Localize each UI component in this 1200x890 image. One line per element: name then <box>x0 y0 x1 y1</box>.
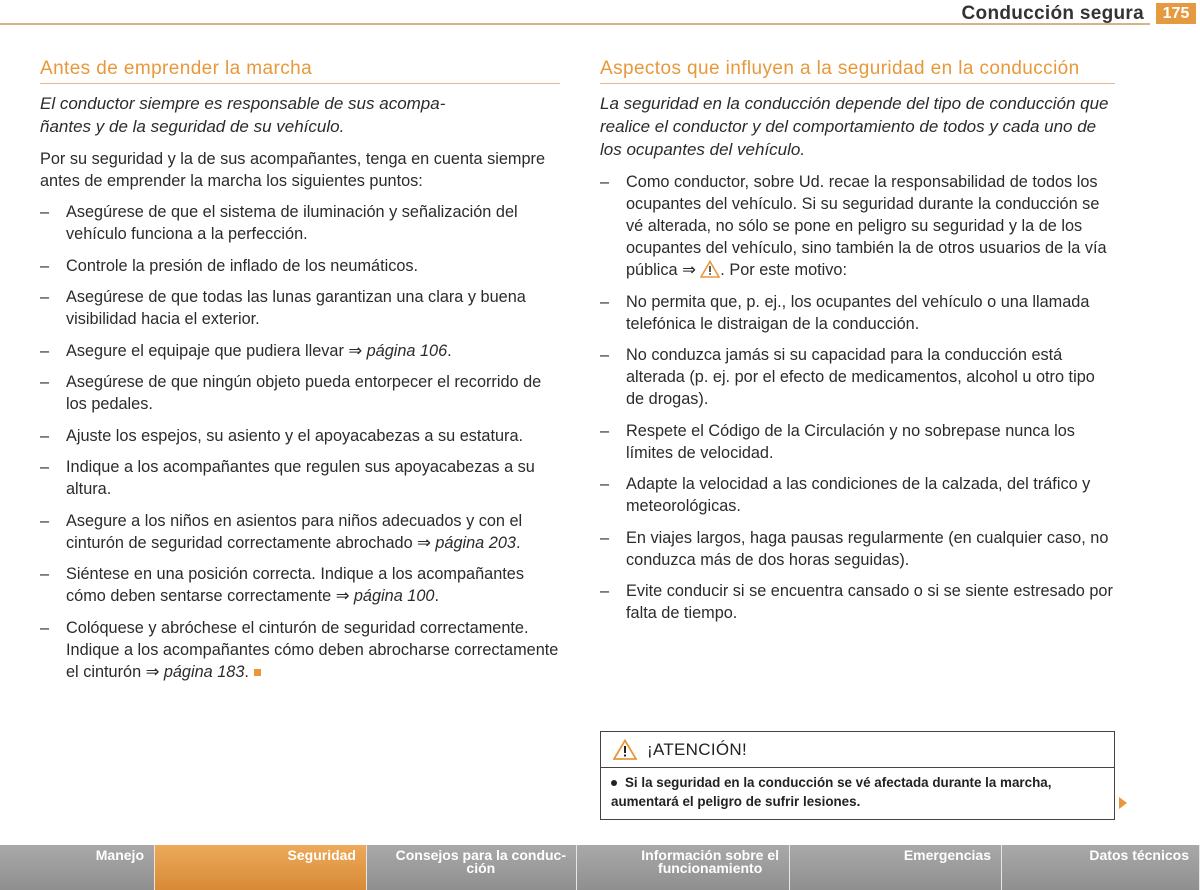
bullet-dot-icon <box>611 780 617 786</box>
nav-tab-label: Información sobre el funcionamiento <box>641 847 779 876</box>
section-title-right: Aspectos que influyen a la seguridad en la conducción <box>600 58 1115 84</box>
right-bullet-list <box>600 171 1115 624</box>
list-item-text: Adapte la velocidad a las condiciones de la calzada, del tráfico y meteorológicas. <box>626 475 1091 515</box>
nav-tab-2[interactable] <box>155 845 367 890</box>
list-item-tail: . <box>434 587 439 605</box>
list-item <box>600 527 1115 571</box>
list-item-tail: . <box>244 662 249 681</box>
list-item <box>40 456 560 500</box>
dash-bullet: – <box>600 292 610 311</box>
dash-bullet: – <box>40 511 50 530</box>
list-item <box>40 340 560 362</box>
list-item-text: Asegure a los niños en asientos para niños adecuados y con el cinturón de seguridad correctamente abrochado ⇒ <box>66 511 523 552</box>
list-item-text: Indique a los acompañantes que regulen sus apoyacabezas a su altura. <box>66 458 535 498</box>
lead-left: El conductor siempre es responsable de sus acompa- ñantes y de la seguridad de su vehículo. <box>40 94 446 136</box>
nav-tab-label: Emergencias <box>903 847 991 863</box>
section-title-left: Antes de emprender la marcha <box>40 58 560 84</box>
dash-bullet: – <box>40 341 50 360</box>
page-reference-link[interactable]: página 106 <box>366 341 448 360</box>
page-reference-link[interactable]: página 183 <box>163 662 245 681</box>
nav-tab-label: Datos técnicos <box>1089 847 1189 863</box>
list-item <box>600 580 1115 624</box>
list-item <box>40 510 560 554</box>
page-header-title: Conducción segura <box>961 3 1144 24</box>
list-item-tail: . Por este motivo: <box>720 261 847 279</box>
nav-tab-label: Manejo <box>95 847 144 863</box>
nav-tab-6[interactable] <box>1002 845 1200 890</box>
list-item-tail: . <box>447 341 452 360</box>
list-item-tail: . <box>515 533 521 552</box>
list-item-text: Evite conducir si se encuentra cansado o si se siente estresado por falta de tiempo. <box>626 582 1113 622</box>
dash-bullet: – <box>600 173 610 191</box>
list-item-text: Respete el Código de la Circulación y no sobrepase nunca los límites de velocidad. <box>626 421 1075 462</box>
list-item-text: Colóquese y abróchese el cinturón de seguridad correctamente. Indique a los acompañantes cómo deben abrocharse correctamente el cinturón ⇒ <box>66 618 559 681</box>
dash-bullet: – <box>40 618 50 637</box>
list-item-text: Ajuste los espejos, su asiento y el apoyacabezas a su estatura. <box>66 426 524 445</box>
left-bullet-list <box>40 201 560 683</box>
warning-box <box>600 731 1115 820</box>
dash-bullet: – <box>40 288 50 306</box>
nav-tab-label: Consejos para la conduc- ción <box>395 847 566 876</box>
warning-body <box>601 768 1114 816</box>
list-item <box>40 201 560 245</box>
dash-bullet: – <box>600 346 610 364</box>
dash-bullet: – <box>600 582 610 600</box>
list-item-text: Asegúrese de que ningún objeto pueda entorpecer el recorrido de los pedales. <box>66 373 542 413</box>
list-item-text: No permita que, p. ej., los ocupantes del vehículo o una llamada telefónica le distraigan de la conducción. <box>626 292 1090 333</box>
dash-bullet: – <box>40 256 50 275</box>
dash-bullet: – <box>40 373 50 391</box>
nav-tab-label: Seguridad <box>287 847 356 863</box>
list-item <box>40 425 560 447</box>
left-column <box>40 58 560 692</box>
list-item <box>600 291 1115 335</box>
list-item-text: Siéntese en una posición correcta. Indique a los acompañantes cómo deben sentarse correctamente ⇒ <box>66 565 524 605</box>
dash-bullet: – <box>600 421 610 440</box>
continue-arrow-icon <box>1119 797 1127 809</box>
dash-bullet: – <box>40 203 50 221</box>
warning-triangle-icon <box>700 260 720 278</box>
intro-left: Por su seguridad y la de sus acompañantes, tenga en cuenta siempre antes de emprender la marcha los siguientes puntos: <box>40 150 546 190</box>
nav-tab-5[interactable] <box>790 845 1002 890</box>
list-item-text: No conduzca jamás si su capacidad para la conducción está alterada (p. ej. por el efecto de medicamentos, alcohol u otro tipo de drogas). <box>626 346 1095 408</box>
dash-bullet: – <box>600 528 610 547</box>
list-item-text: Asegure el equipaje que pudiera llevar ⇒ <box>66 341 367 360</box>
list-item-text: En viajes largos, haga pausas regularmente (en cualquier caso, no conduzca más de dos horas seguidas). <box>626 528 1109 569</box>
list-item <box>40 255 560 277</box>
nav-tab-3[interactable] <box>367 845 577 890</box>
list-item <box>600 171 1115 281</box>
end-of-section-marker <box>254 669 261 676</box>
list-item <box>40 371 560 415</box>
list-item-text: Controle la presión de inflado de los neumáticos. <box>66 256 419 275</box>
list-item-text: Asegúrese de que todas las lunas garantizan una clara y buena visibilidad hacia el exterior. <box>66 288 526 328</box>
list-item <box>40 617 560 683</box>
dash-bullet: – <box>40 565 50 583</box>
dash-bullet: – <box>40 426 50 445</box>
list-item-text: Asegúrese de que el sistema de iluminación y señalización del vehículo funciona a la perfección. <box>66 203 518 243</box>
dash-bullet: – <box>40 458 50 476</box>
page-number: 175 <box>1156 3 1196 24</box>
list-item <box>600 473 1115 517</box>
warning-header <box>601 732 1114 768</box>
list-item <box>600 420 1115 464</box>
warning-title: ¡ATENCIÓN! <box>647 739 747 759</box>
list-item <box>40 563 560 607</box>
page-reference-link[interactable]: página 100 <box>353 587 435 605</box>
lead-right: La seguridad en la conducción depende del tipo de conducción que realice el conductor y del comportamiento de todos y cada uno de los ocupantes del vehículo. <box>600 94 1109 159</box>
page-reference-link[interactable]: página 203 <box>435 533 516 552</box>
warning-triangle-icon <box>613 739 637 760</box>
chapter-nav-bar <box>0 845 1200 890</box>
list-item <box>40 286 560 330</box>
nav-tab-1[interactable] <box>0 845 155 890</box>
right-column <box>600 58 1115 634</box>
list-item-text: Como conductor, sobre Ud. recae la responsabilidad de todos los ocupantes del vehículo. Si su seguridad durante la conducción se vé alterada, no sólo se pone en peligro su seguridad y la de los ocupantes del vehículo, sino también la de otros usuarios de la vía pública ⇒ <box>626 173 1107 279</box>
nav-tab-4[interactable] <box>577 845 790 890</box>
list-item <box>600 344 1115 410</box>
warning-text: Si la seguridad en la conducción se vé afectada durante la marcha, aumentará el peligro de sufrir lesiones. <box>611 775 1052 809</box>
dash-bullet: – <box>600 475 610 493</box>
